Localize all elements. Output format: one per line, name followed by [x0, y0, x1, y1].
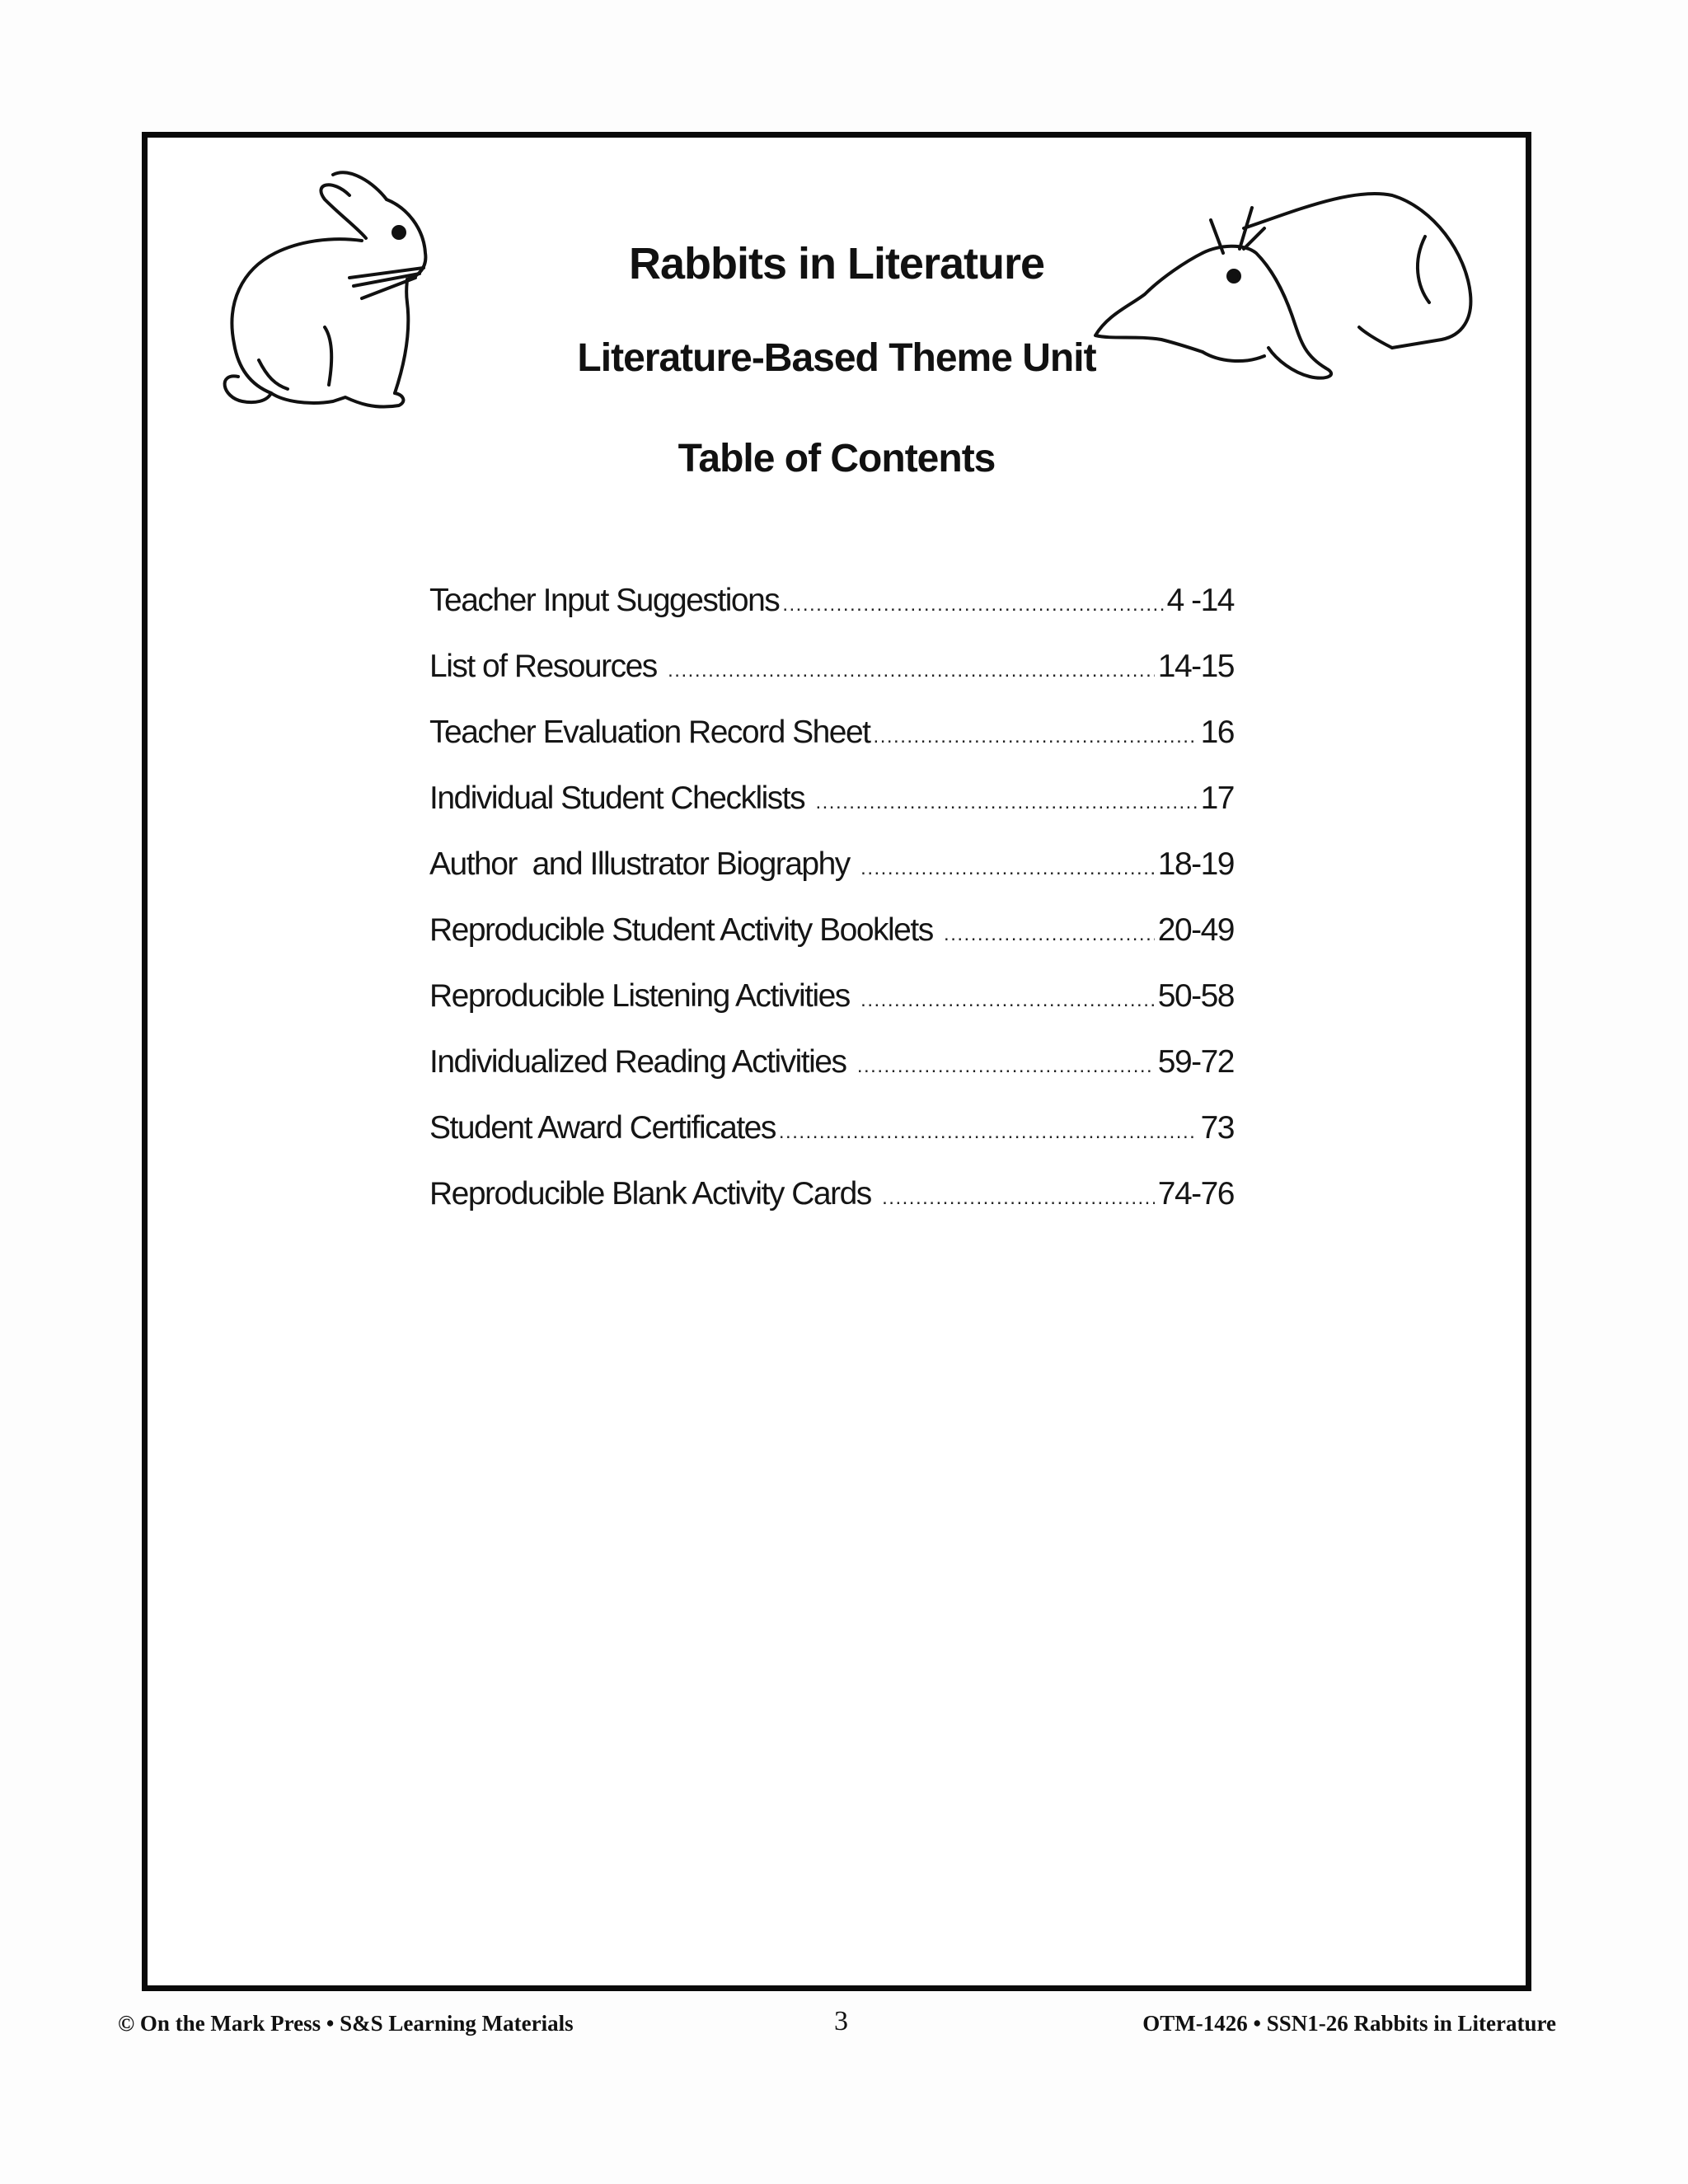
toc-entry-pages: 50-58: [1157, 978, 1234, 1014]
toc-entry: [429, 912, 1234, 978]
dot-leader: [944, 923, 1155, 946]
toc-entry-label: Teacher Evaluation Record Sheet: [429, 715, 870, 750]
toc-entry: [429, 1176, 1234, 1242]
toc-entry-label: Reproducible Listening Activities: [429, 978, 858, 1014]
toc-entry-pages: 20-49: [1157, 912, 1234, 948]
toc-entry-pages: 16: [1200, 715, 1234, 750]
toc-entry-pages: 74-76: [1157, 1176, 1234, 1212]
toc-entry-label: Student Award Certificates: [429, 1110, 776, 1146]
page-footer: [0, 2006, 1688, 2044]
footer-publisher: © On the Mark Press • S&S Learning Materials: [118, 2011, 574, 2036]
dot-leader: [860, 989, 1155, 1012]
toc-entry-pages: 14-15: [1157, 649, 1234, 684]
page-subtitle: Literature-Based Theme Unit: [577, 336, 1096, 380]
toc-entry-pages: 4 -14: [1166, 583, 1234, 618]
toc-entry: [429, 1110, 1234, 1176]
dot-leader: [857, 1055, 1155, 1078]
dot-leader: [874, 725, 1198, 748]
footer-product-code: OTM-1426 • SSN1-26 Rabbits in Literature: [1142, 2011, 1556, 2036]
toc-entry-label: Reproducible Blank Activity Cards: [429, 1176, 879, 1212]
toc-entry-label: Reproducible Student Activity Booklets: [429, 912, 941, 948]
dot-leader: [668, 659, 1155, 682]
dot-leader: [860, 857, 1155, 880]
toc-entry: [429, 780, 1234, 846]
toc-entry: [429, 583, 1234, 649]
toc-entry-label: Individual Student Checklists: [429, 780, 813, 816]
toc-entry-pages: 17: [1200, 780, 1234, 816]
toc-entry-pages: 73: [1200, 1110, 1234, 1146]
page-title: Rabbits in Literature: [628, 239, 1045, 288]
toc-heading: Table of Contents: [678, 437, 996, 480]
page-number: 3: [834, 2006, 848, 2036]
dot-leader: [882, 1187, 1155, 1210]
toc-entry: [429, 1044, 1234, 1110]
dot-leader: [815, 791, 1197, 814]
toc-entry: [429, 846, 1234, 912]
toc-entry-label: List of Resources: [429, 649, 665, 684]
toc-entry: [429, 715, 1234, 780]
sitting-rabbit-icon: [209, 162, 473, 426]
dot-leader: [782, 593, 1163, 616]
table-of-contents: [429, 583, 1234, 1242]
page-border: [142, 132, 1531, 1991]
toc-entry-label: Author and Illustrator Biography: [429, 846, 858, 882]
dot-leader: [779, 1121, 1198, 1144]
toc-entry: [429, 649, 1234, 715]
toc-entry-pages: 18-19: [1157, 846, 1234, 882]
toc-entry-pages: 59-72: [1157, 1044, 1234, 1080]
toc-entry-label: Individualized Reading Activities: [429, 1044, 854, 1080]
toc-entry-label: Teacher Input Suggestions: [429, 583, 780, 618]
toc-entry: [429, 978, 1234, 1044]
